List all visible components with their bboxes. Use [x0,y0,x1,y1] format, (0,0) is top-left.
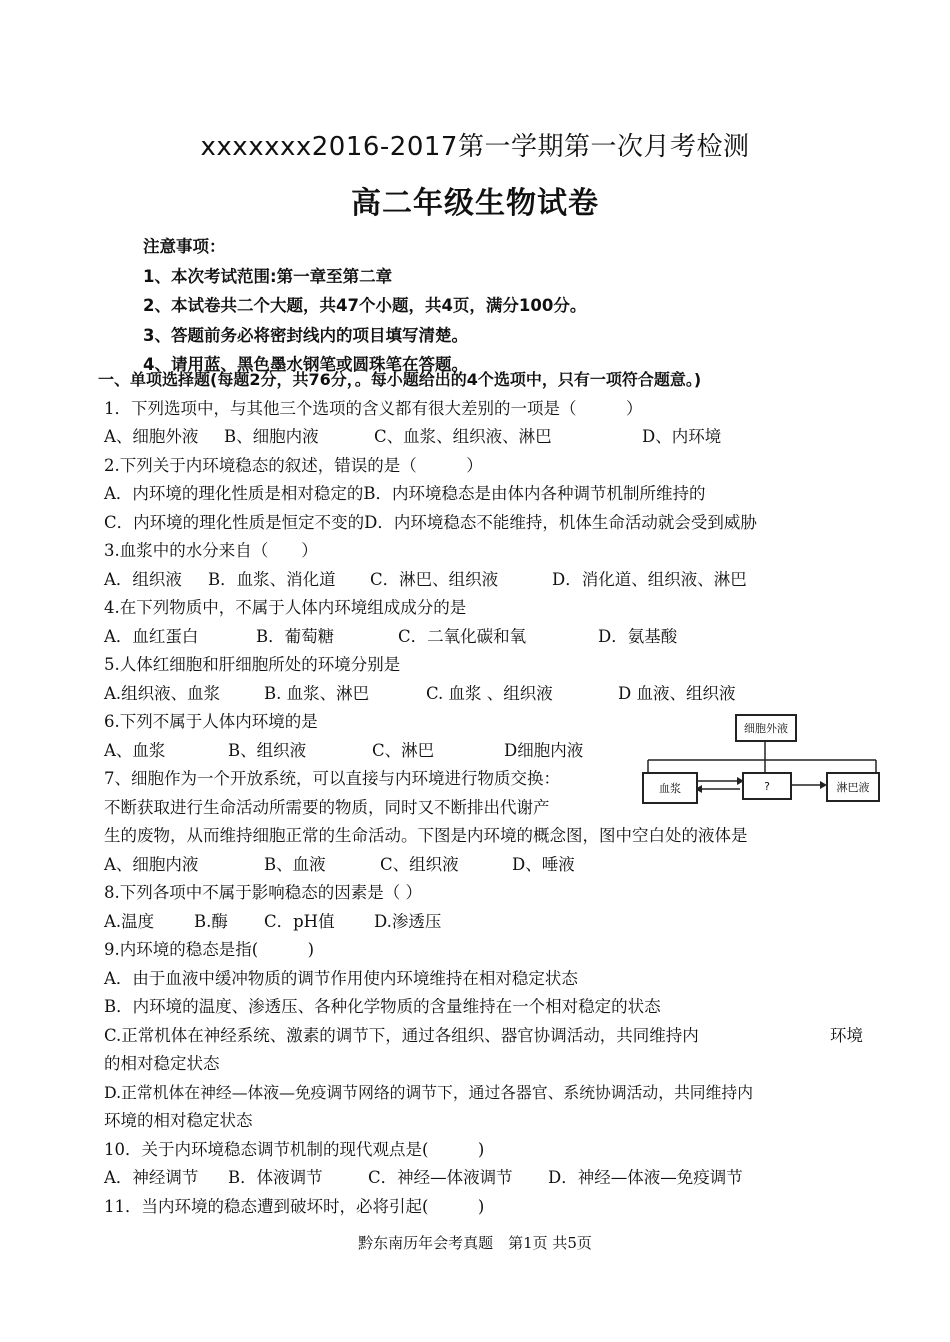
option-c: C、淋巴 [372,740,435,760]
option-d: D．消化道、组织液、淋巴 [552,569,747,589]
question-4-stem: 4.在下列物质中，不属于人体内环境组成成分的是 [104,598,467,617]
question-9-option-d: D.正常机体在神经—体液—免疫调节网络的调节下，通过各器官、系统协调活动，共同维持内 [104,1082,753,1102]
question-5-stem: 5.人体红细胞和肝细胞所处的环境分别是 [104,655,401,674]
notes-block [143,232,586,380]
diagram-box-extracellular: 细胞外液 [735,714,797,742]
option-c-text: C.正常机体在神经系统、激素的调节下，通过各组织、器官协调活动，共同维持内 [104,1025,699,1045]
option-d: D细胞内液 [504,740,584,760]
question-7-line1: 7、细胞作为一个开放系统，可以直接与内环境进行物质交换： [104,769,560,788]
question-2-stem: 2.下列关于内环境稳态的叙述，错误的是（ ） [104,455,483,475]
option-b: B．葡萄糖 [256,626,335,646]
concept-diagram [640,712,880,814]
option-c: C. 血浆 、组织液 [426,683,553,703]
question-11-stem: 11．当内环境的稳态遭到破坏时，必将引起( ) [104,1196,485,1216]
question-9-option-d-cont: 环境的相对稳定状态 [104,1111,253,1130]
question-3-stem: 3.血浆中的水分来自（ ） [104,541,318,560]
question-8-stem: 8.下列各项中不属于影响稳态的因素是（ ） [104,883,422,902]
question-9-stem: 9.内环境的稳态是指( ) [104,940,315,959]
option-b: B．血浆、消化道 [208,569,336,589]
option-c: C．淋巴、组织液 [370,569,499,589]
option-d: D.渗透压 [374,911,442,931]
option-c-text-end: 环境 [830,1025,863,1045]
option-a: A．组织液 [104,569,182,589]
option-b: B、血液 [264,854,326,874]
question-10-options [104,1164,874,1193]
diagram-box-lymph: 淋巴液 [826,772,880,802]
option-d: D．氨基酸 [598,626,678,646]
page-footer: 黔东南历年会考真题 第1页 共5页 [358,1234,592,1252]
option-b: B.酶 [194,911,228,931]
option-a: A．神经调节 [104,1168,199,1187]
question-2-options-ab: A．内环境的理化性质是相对稳定的B．内环境稳态是由体内各种调节机制所维持的 [104,484,706,503]
option-c: C、血浆、组织液、淋巴 [374,427,552,446]
question-8-options [104,908,874,937]
question-1-stem: 1．下列选项中，与其他三个选项的含义都有很大差别的一项是（ ） [104,398,643,418]
option-a: A、细胞内液 [104,854,199,874]
question-2-options-cd: C．内环境的理化性质是恒定不变的D．内环境稳态不能维持，机体生命活动就会受到威胁 [104,512,757,532]
section-heading: 一、单项选择题(每题2分，共76分，。每小题给出的4个选项中，只有一项符合题意。) [98,370,702,389]
question-3-options [104,566,874,595]
exam-title: xxxxxxx2016-2017第一学期第一次月考检测 [200,132,750,162]
diagram-box-plasma: 血浆 [642,772,698,804]
question-7-line3: 生的废物，从而维持细胞正常的生命活动。下图是内环境的概念图，图中空白处的液体是 [104,826,748,845]
question-4-options [104,623,874,652]
question-9-option-c [104,1022,874,1051]
option-b: B、组织液 [228,740,307,760]
question-5-options [104,680,874,709]
question-9-option-c-cont: 的相对稳定状态 [104,1054,220,1073]
option-b: B、细胞内液 [224,427,319,446]
option-d: D．神经—体液—免疫调节 [548,1168,743,1187]
option-b: B. 血浆、淋巴 [264,683,370,703]
option-b: B．体液调节 [228,1168,323,1187]
question-7-line2: 不断获取进行生命活动所需要的物质，同时又不断排出代谢产 [104,797,550,817]
question-9-option-b: B．内环境的温度、渗透压、各种化学物质的含量维持在一个相对稳定的状态 [104,997,661,1016]
option-a: A．血红蛋白 [104,626,199,646]
option-d: D、唾液 [512,854,575,874]
option-d: D 血液、组织液 [618,683,736,703]
question-1-options [104,423,874,452]
option-c: C、组织液 [380,854,459,874]
question-6-stem: 6.下列不属于人体内环境的是 [104,712,318,731]
note-item: 3、答题前务必将密封线内的项目填写清楚。 [143,325,468,345]
note-item: 4、请用蓝、黑色墨水钢笔或圆珠笔在答题。 [143,355,468,374]
option-c: C．pH值 [264,911,335,931]
question-10-stem: 10．关于内环境稳态调节机制的现代观点是( ) [104,1139,485,1159]
diagram-box-unknown: ? [742,772,792,800]
note-item: 2、本试卷共二个大题，共47个小题，共4页，满分100分。 [143,296,587,315]
option-a: A、血浆 [104,740,166,760]
option-a: A.温度 [104,911,155,931]
option-d: D、内环境 [642,427,722,446]
question-7-options [104,851,874,880]
option-a: A.组织液、血浆 [104,683,221,703]
option-a: A、细胞外液 [104,427,199,446]
note-item: 1、本次考试范围:第一章至第二章 [143,266,393,286]
notes-heading: 注意事项： [143,237,226,256]
question-9-option-a: A．由于血液中缓冲物质的调节作用使内环境维持在相对稳定状态 [104,968,578,988]
option-c: C．二氧化碳和氧 [398,626,527,646]
option-c: C．神经—体液调节 [368,1168,513,1187]
exam-subtitle: 高二年级生物试卷 [351,186,599,221]
